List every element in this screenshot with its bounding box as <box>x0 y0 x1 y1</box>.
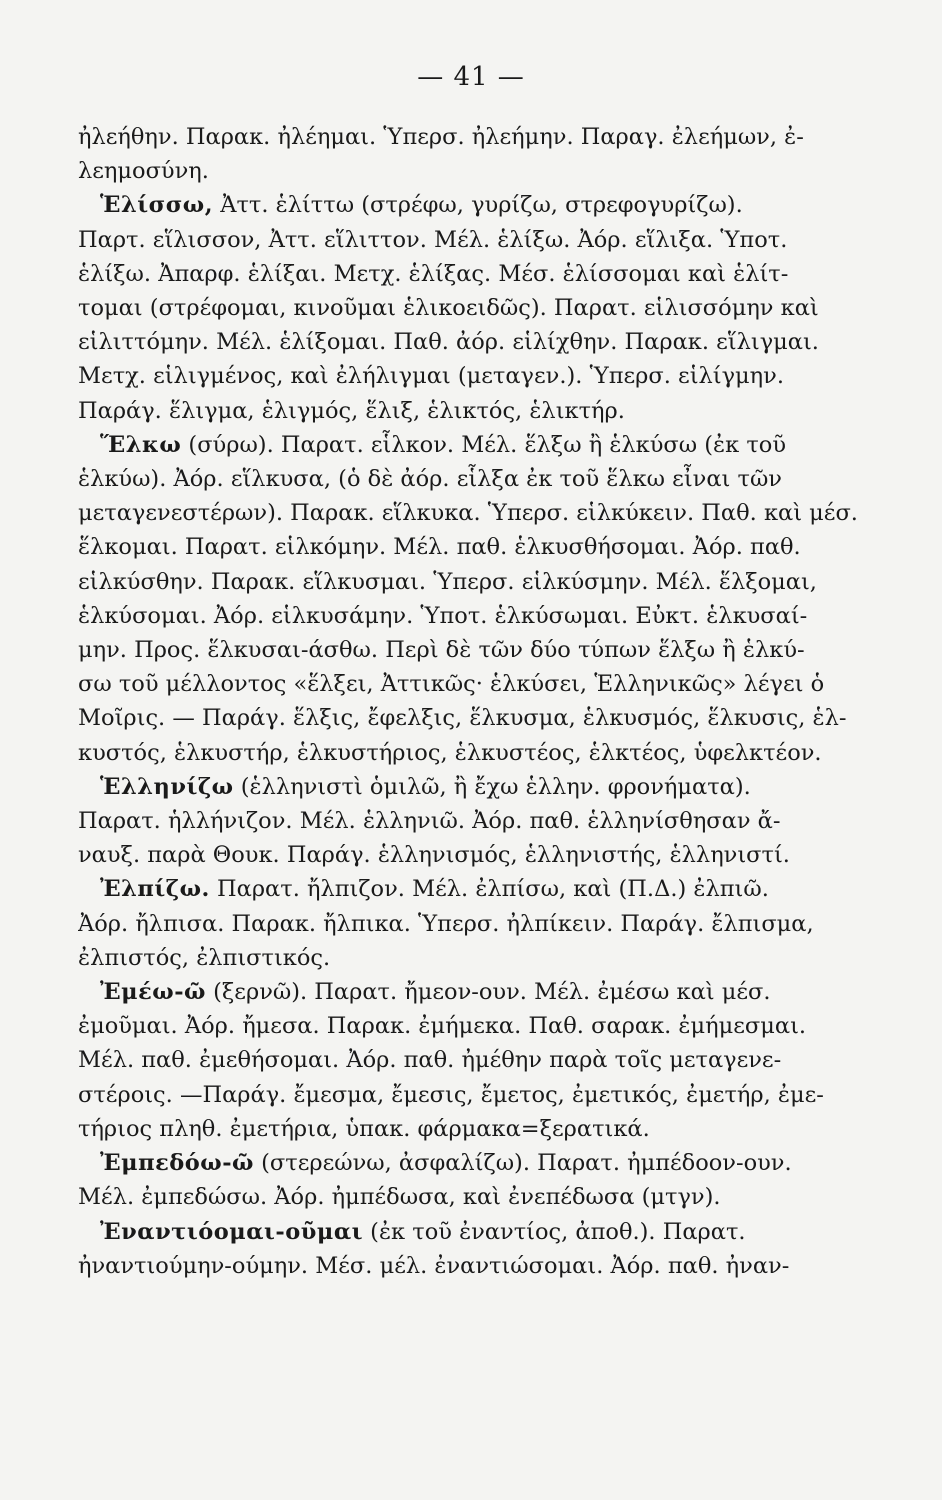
entry-line <box>78 120 864 154</box>
entry-headword: Ἑλληνίζω <box>100 773 234 800</box>
entry-text: Μέλ. παθ. ἐμεθήσομαι. Ἀόρ. παθ. ἠμέθην παρὰ τοῖς μεταγενε- <box>78 1047 782 1074</box>
entry-line <box>78 359 864 393</box>
entry-line <box>78 667 864 701</box>
entry-line <box>78 941 864 975</box>
entry-text: ἕλκομαι. Παρατ. εἱλκόμην. Μέλ. παθ. ἑλκυσθήσομαι. Ἀόρ. παθ. <box>78 534 801 561</box>
entry-text: (στερεώνω, ἀσφαλίζω). Παρατ. ἠμπέδοον-ουν. <box>253 1150 792 1177</box>
entry-headword: Ἕλκω <box>100 431 182 458</box>
entry-text: ἑλκύω). Ἀόρ. εἵλκυσα, (ὁ δὲ ἀόρ. εἷλξα ἐκ τοῦ ἕλκω εἶναι τῶν <box>78 466 782 493</box>
entry-line <box>78 770 864 804</box>
entry-text: Παράγ. ἕλιγμα, ἑλιγμός, ἕλιξ, ἑλικτός, ἑλικτήρ. <box>78 397 625 424</box>
entry-text: ἠναντιούμην-ούμην. Μέσ. μέλ. ἐναντιώσομαι. Ἀόρ. παθ. ἠναν- <box>78 1252 790 1279</box>
entry-text: στέροις. —Παράγ. ἔμεσμα, ἔμεσις, ἔμετος, ἐμετικός, ἐμετήρ, ἐμε- <box>78 1081 824 1108</box>
dictionary-entry <box>78 975 864 1146</box>
entry-line <box>78 565 864 599</box>
entry-line <box>78 736 864 770</box>
entry-line <box>78 154 864 188</box>
entry-text: ἠλεήθην. Παρακ. ἠλέημαι. Ὑπερσ. ἠλεήμην. Παραγ. ἐλεήμων, ἐ- <box>78 124 804 150</box>
dictionary-entry <box>78 1146 864 1214</box>
entry-text: ἑλίξω. Ἀπαρφ. ἑλίξαι. Μετχ. ἑλίξας. Μέσ. ἑλίσσομαι καὶ ἑλίτ- <box>78 260 789 287</box>
entry-line <box>78 1078 864 1112</box>
entry-text: μην. Προς. ἕλκυσαι-άσθω. Περὶ δὲ τῶν δύο τύπων ἕλξω ἢ ἑλκύ- <box>78 637 805 664</box>
entry-headword: Ἐμέω-ῶ <box>100 979 206 1006</box>
entry-text: Παρτ. εἵλισσον, Ἀττ. εἵλιττον. Μέλ. ἑλίξω. Ἀόρ. εἵλιξα. Ὑποτ. <box>78 226 788 253</box>
entry-text: (ξερνῶ). Παρατ. ἤμεον-ουν. Μέλ. ἐμέσω καὶ μέσ. <box>205 979 771 1006</box>
entry-line <box>78 291 864 325</box>
entry-text: Ἀόρ. ἤλπισα. Παρακ. ἤλπικα. Ὑπερσ. ἠλπίκειν. Παράγ. ἔλπισμα, <box>78 910 814 937</box>
entry-headword: Ἐναντιόομαι-οῦμαι <box>100 1218 364 1245</box>
entry-line <box>78 1215 864 1249</box>
entry-line <box>78 1180 864 1214</box>
entry-line <box>78 838 864 872</box>
entry-text: ναυξ. παρὰ Θουκ. Παράγ. ἑλληνισμός, ἑλληνιστής, ἑλληνιστί. <box>78 842 790 869</box>
entry-line <box>78 188 864 222</box>
entry-line <box>78 907 864 941</box>
entry-text: (σύρω). Παρατ. εἷλκον. Μέλ. ἕλξω ἢ ἑλκύσω (ἐκ τοῦ <box>181 431 786 458</box>
entry-line <box>78 325 864 359</box>
dictionary-entry <box>78 872 864 975</box>
entry-text: Μοῖρις. — Παράγ. ἕλξις, ἔφελξις, ἕλκυσμα, ἑλκυσμός, ἕλκυσις, ἑλ- <box>78 705 847 732</box>
entry-headword: Ἐλπίζω. <box>100 876 210 903</box>
entry-line <box>78 462 864 496</box>
entry-line <box>78 530 864 564</box>
entry-headword: Ἐμπεδόω-ῶ <box>100 1150 254 1177</box>
entry-text: τήριος πληθ. ἐμετήρια, ὑπακ. φάρμακα=ξερατικά. <box>78 1115 650 1142</box>
entry-text: (ἑλληνιστὶ ὁμιλῶ, ἢ ἔχω ἑλλην. φρονήματα). <box>233 773 751 800</box>
entry-text: Παρατ. ἡλλήνιζον. Μέλ. ἑλληνιῶ. Ἀόρ. παθ. ἑλληνίσθησαν ἄ- <box>78 808 781 835</box>
entry-line <box>78 1146 864 1180</box>
dictionary-entry <box>78 770 864 873</box>
entry-line <box>78 257 864 291</box>
dictionary-entry <box>78 1215 864 1283</box>
entry-line <box>78 975 864 1009</box>
entry-text: (ἐκ τοῦ ἐναντίος, ἀποθ.). Παρατ. <box>363 1218 746 1245</box>
entry-text: μεταγενεστέρων). Παρακ. εἵλκυκα. Ὑπερσ. εἱλκύκειν. Παθ. καὶ μέσ. <box>78 500 858 527</box>
entry-headword: Ἑλίσσω, <box>100 192 214 219</box>
dictionary-entry <box>78 120 864 188</box>
dictionary-entry <box>78 188 864 427</box>
entry-line <box>78 428 864 462</box>
entry-text: εἱλκύσθην. Παρακ. εἵλκυσμαι. Ὑπερσ. εἱλκύσμην. Μέλ. ἕλξομαι, <box>78 568 817 595</box>
entry-text: σω τοῦ μέλλοντος «ἕλξει, Ἀττικῶς· ἑλκύσει, Ἑλληνικῶς» λέγει ὁ <box>78 671 825 698</box>
page-number: — 41 — <box>417 62 525 92</box>
entry-line <box>78 1112 864 1146</box>
entry-line <box>78 1043 864 1077</box>
entry-text: κυστός, ἑλκυστήρ, ἑλκυστήριος, ἑλκυστέος, ἑλκτέος, ὑφελκτέον. <box>78 739 822 766</box>
entry-line <box>78 633 864 667</box>
entry-text: εἱλιττόμην. Μέλ. ἑλίξομαι. Παθ. ἀόρ. εἱλίχθην. Παρακ. εἵλιγμαι. <box>78 329 819 356</box>
entry-text: Μετχ. εἱλιγμένος, καὶ ἐλήλιγμαι (μεταγεν.). Ὑπερσ. εἱλίγμην. <box>78 363 784 390</box>
entry-line <box>78 1009 864 1043</box>
entry-line <box>78 394 864 428</box>
entry-line <box>78 701 864 735</box>
entry-line <box>78 223 864 257</box>
entry-text: Παρατ. ἤλπιζον. Μέλ. ἐλπίσω, καὶ (Π.Δ.) ἐλπιῶ. <box>209 876 769 903</box>
entry-text: Ἀττ. ἑλίττω (στρέφω, γυρίζω, στρεφογυρίζω). <box>213 192 743 219</box>
entry-line <box>78 872 864 906</box>
dictionary-entry <box>78 428 864 770</box>
entry-text: Μέλ. ἐμπεδώσω. Ἀόρ. ἠμπέδωσα, καὶ ἐνεπέδωσα (μτγν). <box>78 1184 721 1211</box>
entry-line <box>78 496 864 530</box>
entry-text: ἐλπιστός, ἐλπιστικός. <box>78 944 331 971</box>
entry-line <box>78 1249 864 1283</box>
entry-text: τομαι (στρέφομαι, κινοῦμαι ἑλικοειδῶς). Παρατ. εἱλισσόμην καὶ <box>78 295 819 322</box>
entry-text: ἐμοῦμαι. Ἀόρ. ἤμεσα. Παρακ. ἐμήμεκα. Παθ. σαρακ. ἐμήμεσμαι. <box>78 1013 807 1040</box>
entry-line <box>78 599 864 633</box>
entry-text: λεημοσύνη. <box>78 158 209 185</box>
entries-list <box>78 120 864 1283</box>
entry-line <box>78 804 864 838</box>
entry-text: ἑλκύσομαι. Ἀόρ. εἱλκυσάμην. Ὑποτ. ἑλκύσωμαι. Εὐκτ. ἑλκυσαί- <box>78 602 808 629</box>
